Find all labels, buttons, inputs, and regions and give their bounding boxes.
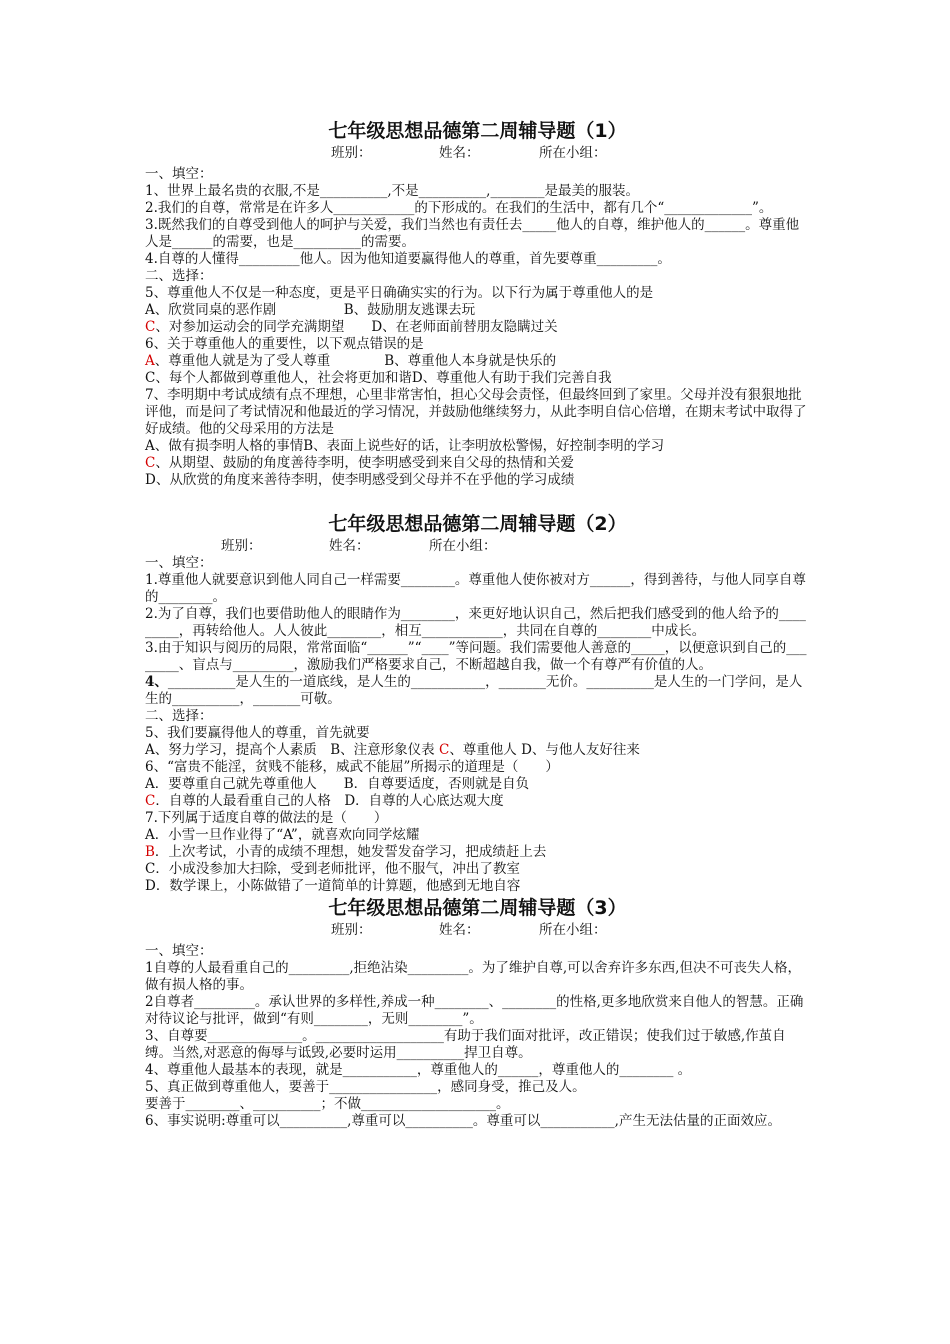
option-text: ．上次考试，小青的成绩不理想，她发誓发奋学习，把成绩赶上去 <box>154 844 547 860</box>
question-text: __________是人生的一道底线，是人生的___________，_______无价。__________是人生的一门学问，是人生的__________，_______可敬。 <box>145 674 803 707</box>
answer-mark: C <box>145 793 156 809</box>
line: 5、我们要赢得他人的尊重，首先就要 <box>145 725 370 741</box>
class-label: 班别： <box>331 145 372 161</box>
line: C、每个人都做到尊重他人，社会将更加和谐D、尊重他人有助于我们完善自我 <box>145 370 612 386</box>
answer-mark: C <box>438 742 450 758</box>
line: 6、关于尊重他人的重要性，以下观点错误的是 <box>145 336 424 352</box>
class-label: 班别： <box>331 922 372 938</box>
line: 7.下列属于适度自尊的做法的是（ ） <box>145 810 388 826</box>
line: 7、李明期中考试成绩有点不理想，心里非常害怕，担心父母会责怪，但最终回到了家里。父母并没有狠狠地批评他，而是问了考试情况和他最近的学习情况，并鼓励他继续努力，从此李明自信心倍增，在期末考试中取得了好成绩。他的父母采用的方法是 <box>145 387 807 437</box>
answer-mark: C <box>145 319 156 335</box>
line <box>145 793 810 810</box>
line: 2.为了自尊，我们也要借助他人的眼睛作为________，来更好地认识自己，然后把我们感受到的他人给予的_________，再转给他人。人人彼此________，相互____________，共同在自尊的________中成长。 <box>145 606 806 639</box>
line <box>145 319 810 336</box>
option-text: 、从期望、鼓励的角度善待李明，使李明感受到来自父母的热情和关爱 <box>155 455 574 471</box>
name-label: 姓名： <box>439 145 480 161</box>
line: C．小成没参加大扫除，受到老师批评，他不服气，冲出了教室 <box>145 861 520 877</box>
answer-mark: B <box>145 844 155 860</box>
option-text: 、对参加运动会的同学充满期望 D、在老师面前替朋友隐瞒过关 <box>155 319 558 335</box>
line <box>145 844 810 861</box>
line: 3.由于知识与阅历的局限，常常面临“______”“____”等问题。我们需要他人善意的_____，以便意识到自己的________、盲点与_________，激励我们严格要求自己，不断超越自我，做一个有尊严有价值的人。 <box>145 640 807 673</box>
line: 2.我们的自尊，常常是在许多人____________的下形成的。在我们的生活中，都有几个“_____________”。 <box>145 200 773 216</box>
line: 要善于________、__________；不做____________________。 <box>145 1096 510 1112</box>
name-label: 姓名： <box>329 538 370 554</box>
option-text: ．自尊的人最看重自己的人格 D．自尊的人心底达观大度 <box>155 793 504 809</box>
section-title: 七年级思想品德第二周辅导题（3） <box>328 897 627 919</box>
line: 1自尊的人最看重自己的_________,拒绝沾染_________。为了维护自尊,可以舍弃许多东西,但决不可丧失人格，做有损人格的事。 <box>145 960 801 993</box>
line: 2自尊者_________。承认世界的多样性,养成一种________、________的性格,更多地欣赏来自他人的智慧。正确对待议论与批评，做到“有则________，无则________”。 <box>145 994 804 1027</box>
line: 5、真正做到尊重他人，要善于________________，感同身受，推己及人。 <box>145 1079 586 1095</box>
line: D．数学课上，小陈做错了一道简单的计算题，他感到无地自容 <box>145 878 521 894</box>
worksheet-section-1 <box>145 118 810 489</box>
line <box>145 674 810 708</box>
class-label: 班别： <box>221 538 262 554</box>
worksheet-page <box>145 118 810 1130</box>
line: 4.自尊的人懂得_________他人。因为他知道要赢得他人的尊重，首先要尊重_________。 <box>145 251 671 267</box>
answer-mark: A <box>145 353 155 369</box>
line: 5、尊重他人不仅是一种态度，更是平日确确实实的行为。以下行为属于尊重他人的是 <box>145 285 654 301</box>
line: 6、事实说明:尊重可以__________,尊重可以__________。尊重可以___________,产生无法估量的正面效应。 <box>145 1113 781 1129</box>
student-info-row <box>145 921 810 939</box>
line: 3.既然我们的自尊受到他人的呵护与关爱，我们当然也有责任去_____他人的自尊，维护他人的______。尊重他人是______的需要，也是__________的需要。 <box>145 217 800 250</box>
line: A、做有损李明人格的事情B、表面上说些好的话，让李明放松警惕，好控制李明的学习 <box>145 438 665 454</box>
line: 4、尊重他人最基本的表现，就是___________，尊重他人的______，尊重他人的________ 。 <box>145 1062 692 1078</box>
option-text: 、尊重他人 D、与他人友好往来 <box>449 742 640 758</box>
line: 3、自尊要______________。___________________有助于我们面对批评，改正错误；使我们过于敏感,作茧自缚。当然,对恶意的侮辱与诋毁,必要时运用__________捍卫自尊。 <box>145 1028 786 1061</box>
name-label: 姓名： <box>439 922 480 938</box>
option-text: A、努力学习，提高个人素质 B、注意形象仪表 <box>145 742 439 758</box>
line: 一、填空： <box>145 555 213 571</box>
line: 6、“富贵不能淫，贫贱不能移，威武不能屈”所揭示的道理是（ ） <box>145 759 559 775</box>
answer-mark: C <box>145 455 156 471</box>
line <box>145 353 810 370</box>
line: 1、世界上最名贵的衣服,不是__________,不是__________,________是最美的服装。 <box>145 183 639 199</box>
question-number: 4、 <box>145 674 168 690</box>
line: 1.尊重他人就要意识到他人同自己一样需要________。尊重他人使你被对方______，得到善待，与他人同享自尊的________。 <box>145 572 806 605</box>
student-info-row <box>145 537 810 555</box>
line: A、欣赏同桌的恶作剧 B、鼓励朋友逃课去玩 <box>145 302 476 318</box>
line: 二、选择： <box>145 708 213 724</box>
group-label: 所在小组： <box>539 922 607 938</box>
student-info-row <box>145 144 810 162</box>
line: 一、填空： <box>145 166 213 182</box>
line: A．要尊重自己就先尊重他人 B．自尊要适度，否则就是自负 <box>145 776 530 792</box>
line <box>145 455 810 472</box>
worksheet-section-3 <box>145 895 810 1130</box>
line <box>145 742 810 759</box>
group-label: 所在小组： <box>429 538 497 554</box>
line: 二、选择： <box>145 268 213 284</box>
line: D、从欣赏的角度来善待李明，使李明感受到父母并不在乎他的学习成绩 <box>145 472 575 488</box>
worksheet-section-2 <box>145 511 810 895</box>
section-title: 七年级思想品德第二周辅导题（2） <box>328 513 627 535</box>
line: 一、填空： <box>145 943 213 959</box>
line: A．小雪一旦作业得了“A”，就喜欢向同学炫耀 <box>145 827 420 843</box>
section-title: 七年级思想品德第二周辅导题（1） <box>328 120 627 142</box>
option-text: 、尊重他人就是为了受人尊重 B、尊重他人本身就是快乐的 <box>154 353 557 369</box>
group-label: 所在小组： <box>539 145 607 161</box>
